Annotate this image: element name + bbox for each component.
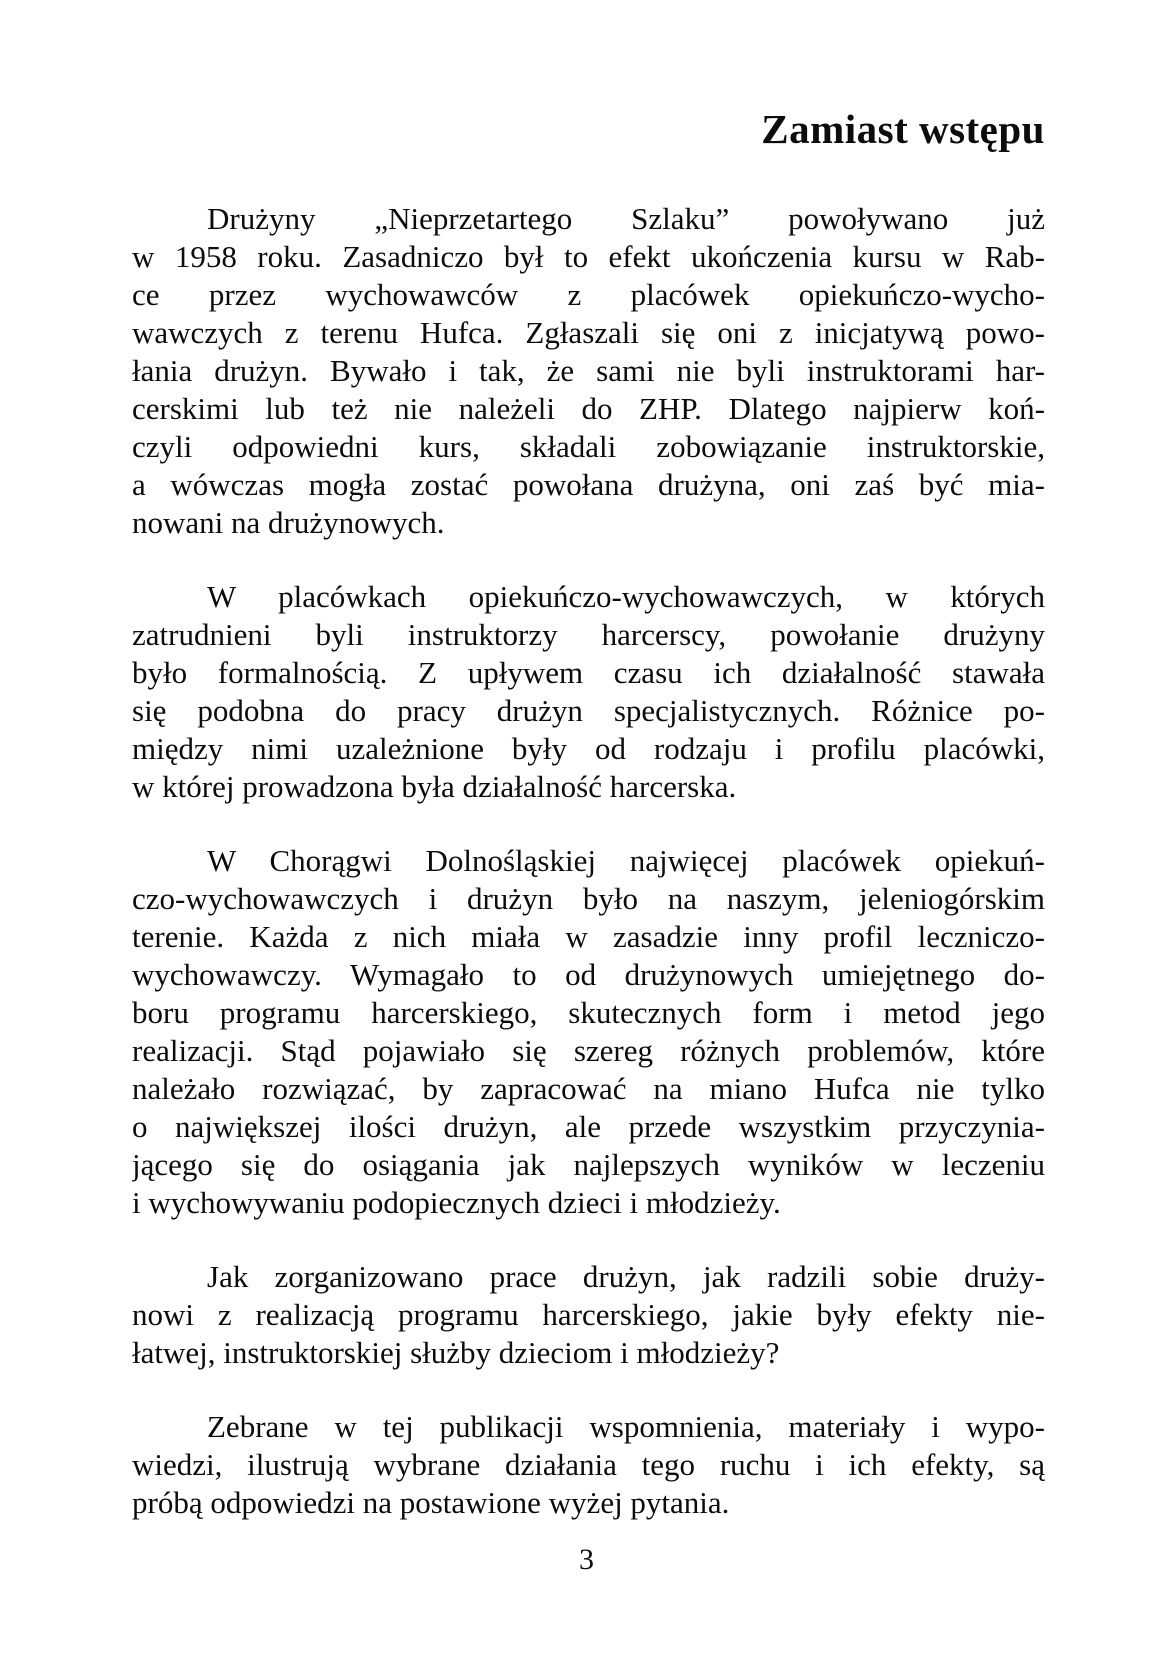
text-line: W Chorągwi Dolnośląskiej najwięcej placówek opiekuń- xyxy=(207,843,1045,878)
text-line: Jak zorganizowano prace drużyn, jak radzili sobie druży- xyxy=(207,1259,1045,1294)
text-line: należało rozwiązać, by zapracować na miano Hufca nie tylko xyxy=(132,1071,1045,1106)
text-line: czyli odpowiedni kurs, składali zobowiązanie instruktorskie, xyxy=(132,429,1045,464)
text-line: łatwej, instruktorskiej służby dzieciom i młodzieży? xyxy=(132,1335,780,1370)
page-title: Zamiast wstępu xyxy=(761,106,1045,152)
text-line: i wychowywaniu podopiecznych dzieci i młodzieży. xyxy=(132,1185,781,1220)
paragraph xyxy=(132,1408,1045,1522)
body-text xyxy=(132,200,1045,1522)
text-line: o największej ilości drużyn, ale przede wszystkim przyczynia- xyxy=(132,1109,1045,1144)
page-number: 3 xyxy=(579,1543,594,1576)
text-line: boru programu harcerskiego, skutecznych form i metod jego xyxy=(132,995,1045,1030)
text-line: terenie. Każda z nich miała w zasadzie inny profil leczniczo- xyxy=(132,919,1045,954)
text-line: wychowawczy. Wymagało to od drużynowych umiejętnego do- xyxy=(132,957,1045,992)
text-line: się podobna do pracy drużyn specjalistycznych. Różnice po- xyxy=(132,693,1045,728)
text-line: jącego się do osiągania jak najlepszych wyników w leczeniu xyxy=(132,1147,1045,1182)
text-line: cerskimi lub też nie należeli do ZHP. Dlatego najpierw koń- xyxy=(132,391,1045,426)
paragraph xyxy=(132,842,1045,1222)
text-line: nowi z realizacją programu harcerskiego, jakie były efekty nie- xyxy=(132,1297,1045,1332)
text-line: realizacji. Stąd pojawiało się szereg różnych problemów, które xyxy=(132,1033,1045,1068)
text-line: w której prowadzona była działalność harcerska. xyxy=(132,769,737,804)
text-line: wiedzi, ilustrują wybrane działania tego ruchu i ich efekty, są xyxy=(132,1447,1045,1482)
text-line: próbą odpowiedzi na postawione wyżej pytania. xyxy=(132,1485,730,1520)
text-line: wawczych z terenu Hufca. Zgłaszali się oni z inicjatywą powo- xyxy=(132,315,1045,350)
paragraph xyxy=(132,578,1045,806)
text-line: nowani na drużynowych. xyxy=(132,505,445,540)
text-line: między nimi uzależnione były od rodzaju i profilu placówki, xyxy=(132,731,1045,766)
text-block xyxy=(132,104,1045,1522)
paragraph xyxy=(132,200,1045,542)
text-line: zatrudnieni byli instruktorzy harcerscy, powołanie drużyny xyxy=(132,617,1045,652)
text-line: a wówczas mogła zostać powołana drużyna, oni zaś być mia- xyxy=(132,467,1045,502)
text-line: było formalnością. Z upływem czasu ich działalność stawała xyxy=(132,655,1045,690)
text-line: ce przez wychowawców z placówek opiekuńczo-wycho- xyxy=(132,277,1045,312)
text-line: Drużyny „Nieprzetartego Szlaku” powoływano już xyxy=(207,201,1045,236)
text-line: łania drużyn. Bywało i tak, że sami nie byli instruktorami har- xyxy=(132,353,1045,388)
paragraph xyxy=(132,1258,1045,1372)
text-line: czo-wychowawczych i drużyn było na naszym, jeleniogórskim xyxy=(132,881,1045,916)
text-line: w 1958 roku. Zasadniczo był to efekt ukończenia kursu w Rab- xyxy=(132,239,1045,274)
text-line: W placówkach opiekuńczo-wychowawczych, w których xyxy=(207,579,1045,614)
text-line: Zebrane w tej publikacji wspomnienia, materiały i wypo- xyxy=(207,1409,1045,1444)
